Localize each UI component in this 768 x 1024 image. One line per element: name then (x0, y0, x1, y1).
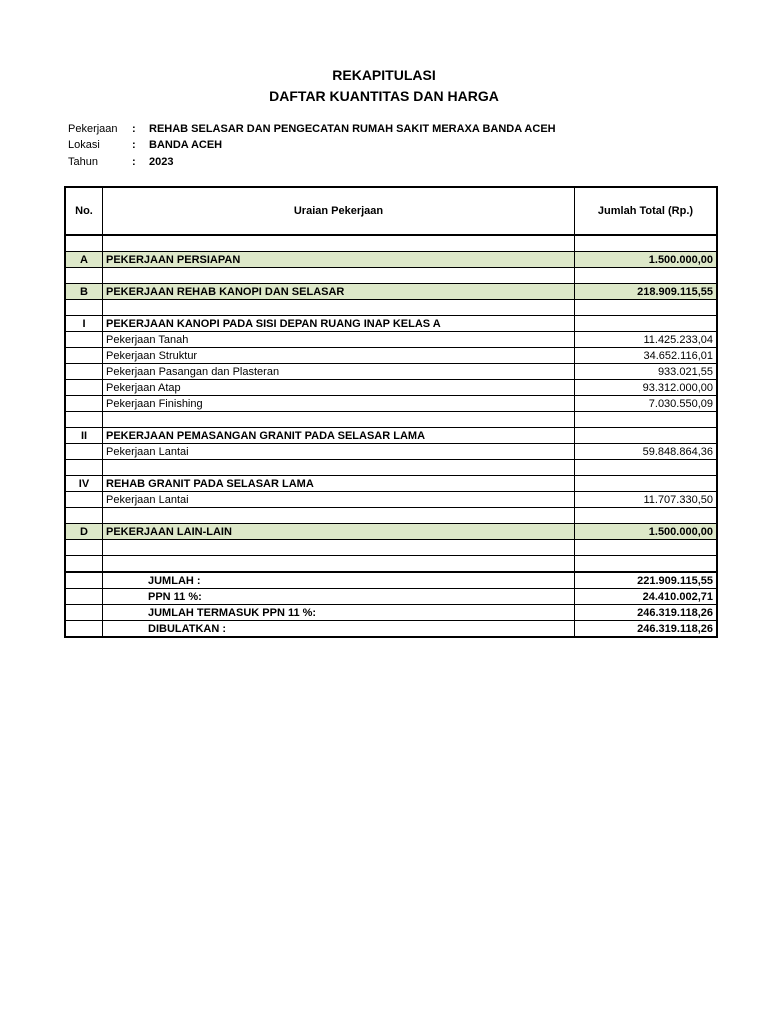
document-title: REKAPITULASI (332, 67, 436, 83)
document-subtitle: DAFTAR KUANTITAS DAN HARGA (269, 88, 499, 104)
row-no: I (66, 316, 103, 332)
item-amount: 7.030.550,09 (575, 396, 717, 412)
item-description: Pekerjaan Atap (103, 380, 575, 396)
item-amount: 59.848.864,36 (575, 444, 717, 460)
blank-row (66, 540, 717, 556)
total-row-jumlah (66, 572, 717, 589)
row-amount: 1.500.000,00 (575, 252, 717, 268)
section-row-b (66, 284, 717, 300)
group-row-i (66, 316, 717, 332)
blank-row (66, 235, 717, 252)
item-description: Pekerjaan Lantai (103, 492, 575, 508)
item-amount: 93.312.000,00 (575, 380, 717, 396)
meta-label: Pekerjaan (68, 123, 118, 135)
blank-row (66, 460, 717, 476)
section-row-d (66, 524, 717, 540)
meta-value: BANDA ACEH (149, 139, 223, 151)
item-row (66, 492, 717, 508)
item-row (66, 332, 717, 348)
item-description: Pekerjaan Pasangan dan Plasteran (103, 364, 575, 380)
total-amount: 24.410.002,71 (575, 589, 717, 605)
total-amount: 221.909.115,55 (575, 572, 717, 589)
total-label: JUMLAH TERMASUK PPN 11 %: (103, 605, 575, 621)
row-description: PEKERJAAN LAIN-LAIN (103, 524, 575, 540)
blank-row (66, 508, 717, 524)
total-label: DIBULATKAN : (103, 621, 575, 637)
item-row (66, 444, 717, 460)
row-no: II (66, 428, 103, 444)
item-row (66, 364, 717, 380)
row-description: PEKERJAAN PEMASANGAN GRANIT PADA SELASAR LAMA (103, 428, 575, 444)
item-amount: 34.652.116,01 (575, 348, 717, 364)
total-row-incl-ppn (66, 605, 717, 621)
meta-value: REHAB SELASAR DAN PENGECATAN RUMAH SAKIT MERAXA BANDA ACEH (149, 123, 556, 135)
group-row-iv (66, 476, 717, 492)
item-row (66, 396, 717, 412)
item-row (66, 380, 717, 396)
blank-row (66, 556, 717, 573)
row-description: PEKERJAAN KANOPI PADA SISI DEPAN RUANG INAP KELAS A (103, 316, 575, 332)
item-description: Pekerjaan Finishing (103, 396, 575, 412)
row-description: REHAB GRANIT PADA SELASAR LAMA (103, 476, 575, 492)
blank-row (66, 268, 717, 284)
total-amount: 246.319.118,26 (575, 621, 717, 637)
meta-label: Lokasi (68, 139, 100, 151)
row-no: B (66, 284, 103, 300)
row-amount: 1.500.000,00 (575, 524, 717, 540)
meta-colon: : (132, 139, 136, 151)
row-description: PEKERJAAN PERSIAPAN (103, 252, 575, 268)
item-description: Pekerjaan Tanah (103, 332, 575, 348)
item-description: Pekerjaan Struktur (103, 348, 575, 364)
total-label: PPN 11 %: (103, 589, 575, 605)
total-row-rounded (66, 621, 717, 637)
item-amount: 933.021,55 (575, 364, 717, 380)
table-header-row (66, 188, 717, 236)
total-row-ppn (66, 589, 717, 605)
blank-row (66, 300, 717, 316)
blank-row (66, 412, 717, 428)
item-row (66, 348, 717, 364)
header-no: No. (66, 188, 103, 236)
total-label: JUMLAH : (103, 572, 575, 589)
item-description: Pekerjaan Lantai (103, 444, 575, 460)
meta-colon: : (132, 156, 136, 168)
row-no: D (66, 524, 103, 540)
header-amount: Jumlah Total (Rp.) (575, 188, 717, 236)
row-amount: 218.909.115,55 (575, 284, 717, 300)
recap-table (65, 187, 717, 637)
group-row-ii (66, 428, 717, 444)
meta-value: 2023 (149, 156, 174, 168)
meta-label: Tahun (68, 156, 98, 168)
row-description: PEKERJAAN REHAB KANOPI DAN SELASAR (103, 284, 575, 300)
total-amount: 246.319.118,26 (575, 605, 717, 621)
row-no: A (66, 252, 103, 268)
section-row-a (66, 252, 717, 268)
item-amount: 11.425.233,04 (575, 332, 717, 348)
meta-colon: : (132, 123, 136, 135)
header-description: Uraian Pekerjaan (103, 188, 575, 236)
item-amount: 11.707.330,50 (575, 492, 717, 508)
row-no: IV (66, 476, 103, 492)
